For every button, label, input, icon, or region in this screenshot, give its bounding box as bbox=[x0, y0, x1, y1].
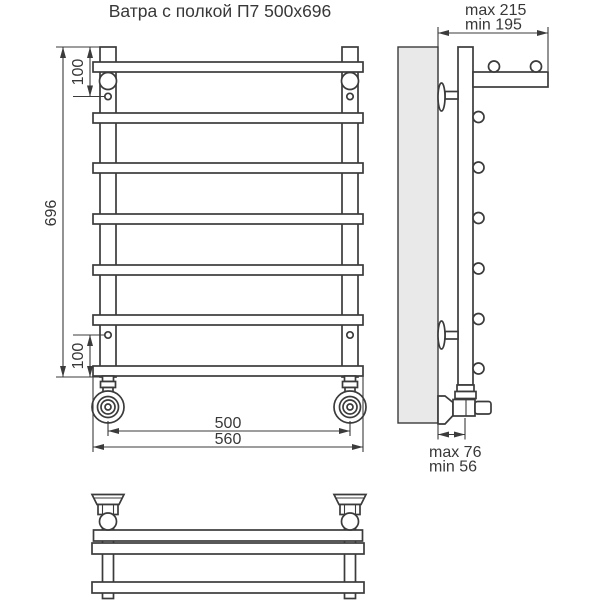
dim-outlet-min: min 56 bbox=[429, 458, 478, 476]
front-rungs bbox=[93, 62, 363, 376]
front-left-shelf-ring bbox=[100, 73, 117, 90]
dim-width-560: 560 bbox=[214, 431, 242, 448]
side-view bbox=[398, 2, 548, 476]
side-shelf bbox=[473, 72, 548, 87]
side-outlet-dimension bbox=[429, 418, 482, 476]
top-bars bbox=[92, 530, 364, 593]
wall-section bbox=[398, 47, 438, 423]
dim-depth-max: max 215 bbox=[465, 2, 527, 19]
front-dimensions-bottom bbox=[93, 376, 363, 452]
side-shelf-rail-1 bbox=[489, 61, 500, 72]
dim-height-696: 696 bbox=[43, 199, 61, 227]
side-top-bracket bbox=[438, 83, 458, 111]
side-shelf-rail-2 bbox=[531, 61, 542, 72]
dim-outlet-max: max 76 bbox=[429, 444, 482, 461]
side-post bbox=[458, 47, 473, 385]
front-right-shelf-ring bbox=[342, 73, 359, 90]
dim-top-offset-100: 100 bbox=[70, 58, 88, 86]
top-view bbox=[92, 495, 366, 599]
top-right-mount bbox=[334, 495, 366, 531]
front-view bbox=[43, 47, 366, 452]
front-dimensions-left bbox=[43, 47, 104, 377]
side-rung-ends bbox=[473, 112, 484, 375]
side-bottom-bracket bbox=[438, 321, 458, 349]
dim-spacing-500: 500 bbox=[214, 415, 242, 432]
dim-bottom-offset-100: 100 bbox=[70, 342, 88, 370]
front-left-valve bbox=[92, 376, 124, 423]
dim-depth-min: min 195 bbox=[465, 16, 522, 34]
top-left-mount bbox=[92, 495, 124, 531]
drawing-title: Ватра с полкой П7 500x696 bbox=[108, 1, 332, 21]
front-right-valve bbox=[334, 376, 366, 423]
